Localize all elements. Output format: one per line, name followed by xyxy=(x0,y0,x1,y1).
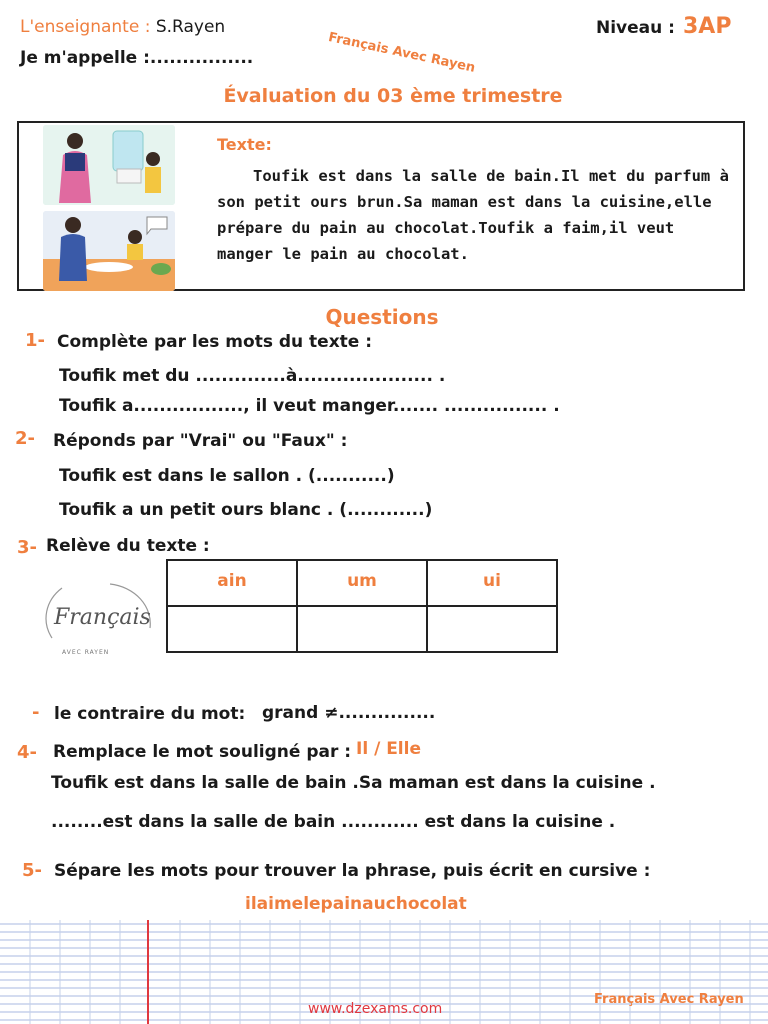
q3-prompt: Relève du texte : xyxy=(46,536,210,556)
opposite-prompt: le contraire du mot: xyxy=(54,704,246,724)
q1-prompt: Complète par les mots du texte : xyxy=(57,332,373,352)
opposite-dash: - xyxy=(32,702,40,723)
q1-line-2: Toufik a................., il veut manger....... ................ . xyxy=(59,396,560,416)
teacher-label: L'enseignante : xyxy=(20,17,151,37)
table-header-cell: ain xyxy=(167,560,297,606)
reading-text: Toufik est dans la salle de bain.Il met du parfum à son petit ours brun.Sa maman est dans la cuisine,elle prépare du pain au chocolat.Toufik a faim,il veut manger le pain au chocolat. xyxy=(217,167,729,263)
q4-prompt: Remplace le mot souligné par : xyxy=(53,742,352,762)
teacher-name: S.Rayen xyxy=(155,17,226,37)
q3-number: 3- xyxy=(17,537,37,558)
q2-number: 2- xyxy=(15,428,35,449)
bathroom-illustration xyxy=(43,125,175,205)
reading-text-box xyxy=(17,121,745,291)
q4-sentence: Toufik est dans la salle de bain .Sa maman est dans la cuisine . xyxy=(51,773,656,793)
q5-jumbled-sentence: ilaimelepainauchocolat xyxy=(245,894,467,914)
student-name-field: Je m'appelle :................ xyxy=(20,48,254,68)
footer-brand: Français Avec Rayen xyxy=(594,992,744,1007)
footer-site-link[interactable]: www.dzexams.com xyxy=(308,1001,443,1017)
q1-number: 1- xyxy=(25,330,45,351)
brand-logo xyxy=(40,576,158,662)
brand-stamp: Français Avec Rayen xyxy=(326,30,477,76)
q4-answer-line: ........est dans la salle de bain ............ est dans la cuisine . xyxy=(51,812,616,832)
table-header-cell: ui xyxy=(427,560,557,606)
q5-prompt: Sépare les mots pour trouver la phrase, puis écrit en cursive : xyxy=(54,861,651,881)
table-answer-cell[interactable] xyxy=(297,606,427,652)
kitchen-illustration xyxy=(43,211,175,291)
logo-script-text: Français xyxy=(54,605,151,630)
q5-number: 5- xyxy=(22,860,42,881)
teacher-line xyxy=(20,17,225,37)
text-label: Texte: xyxy=(217,135,272,154)
questions-title: Questions xyxy=(325,305,439,329)
level-label: Niveau : xyxy=(596,18,675,38)
table-header-cell: um xyxy=(297,560,427,606)
table-answer-cell[interactable] xyxy=(167,606,297,652)
q2-line-1: Toufik est dans le sallon . (...........) xyxy=(59,466,395,486)
level-value: 3AP xyxy=(683,14,732,39)
q1-line-1: Toufik met du ..............à..................... . xyxy=(59,366,446,386)
q2-line-2: Toufik a un petit ours blanc . (............) xyxy=(59,500,433,520)
logo-subtext: AVEC RAYEN xyxy=(62,649,110,656)
q2-prompt: Réponds par "Vrai" ou "Faux" : xyxy=(53,431,348,451)
sound-table xyxy=(166,559,558,653)
opposite-answer: grand ≠............... xyxy=(262,703,436,723)
q4-number: 4- xyxy=(17,742,37,763)
page-title: Évaluation du 03 ème trimestre xyxy=(223,85,563,107)
table-answer-cell[interactable] xyxy=(427,606,557,652)
q4-choices: Il / Elle xyxy=(356,739,421,759)
